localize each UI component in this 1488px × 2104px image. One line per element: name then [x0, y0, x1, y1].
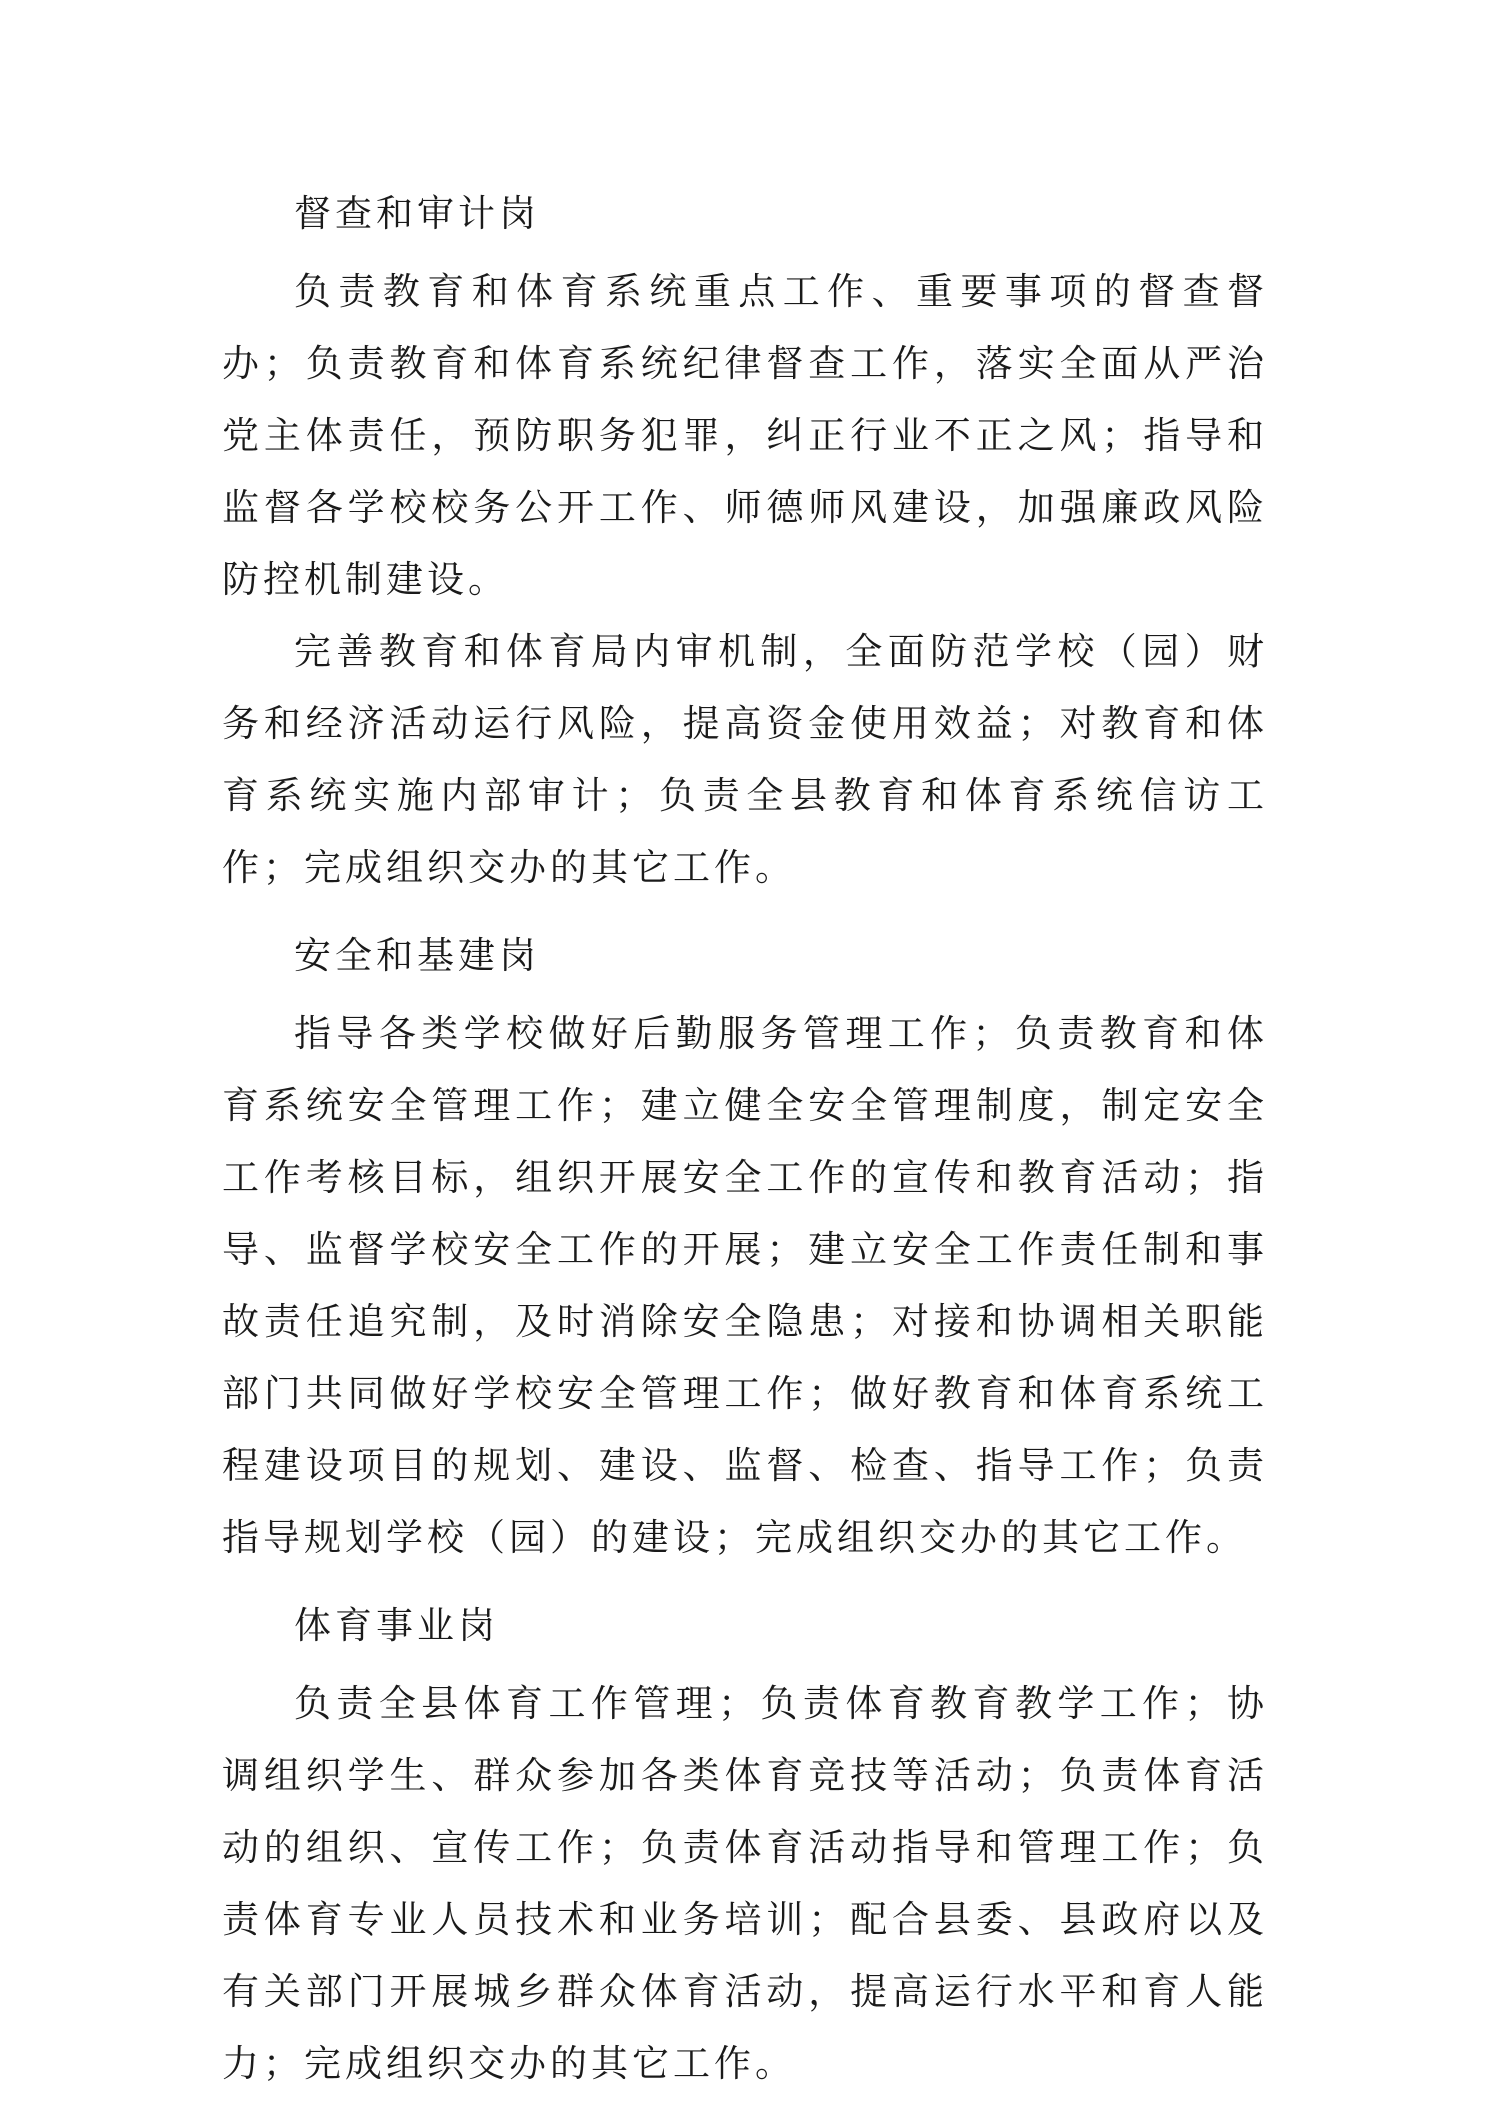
section-paragraph: 负责教育和体育系统重点工作、重要事项的督查督办；负责教育和体育系统纪律督查工作，落实全面从严治党主体责任，预防职务犯罪，纠正行业不正之风；指导和监督各学校校务公开工作、师德师风建设，加强廉政风险防控机制建设。	[222, 270, 1268, 601]
section-paragraph: 负责全县体育工作管理；负责体育教育教学工作；协调组织学生、群众参加各类体育竞技等活动；负责体育活动的组织、宣传工作；负责体育活动指导和管理工作；负责体育专业人员技术和业务培训；配合县委、县政府以及有关部门开展城乡群众体育活动，提高运行水平和育人能力；完成组织交办的其它工作。	[222, 1682, 1268, 2085]
section-heading: 督查和审计岗	[294, 192, 540, 235]
document-body	[222, 172, 1268, 2100]
section-paragraph: 指导各类学校做好后勤服务管理工作；负责教育和体育系统安全管理工作；建立健全安全管理制度，制定安全工作考核目标，组织开展安全工作的宣传和教育活动；指导、监督学校安全工作的开展；建立安全工作责任制和事故责任追究制，及时消除安全隐患；对接和协调相关职能部门共同做好学校安全管理工作；做好教育和体育系统工程建设项目的规划、建设、监督、检查、指导工作；负责指导规划学校（园）的建设；完成组织交办的其它工作。	[222, 1012, 1268, 1559]
section-paragraph: 完善教育和体育局内审机制，全面防范学校（园）财务和经济活动运行风险，提高资金使用效益；对教育和体育系统实施内部审计；负责全县教育和体育系统信访工作；完成组织交办的其它工作。	[222, 630, 1268, 889]
section-heading: 体育事业岗	[294, 1604, 499, 1647]
section-heading: 安全和基建岗	[294, 934, 540, 977]
section-supervision-audit	[222, 172, 1268, 904]
section-sports	[222, 1584, 1268, 2100]
section-safety-construction	[222, 914, 1268, 1574]
